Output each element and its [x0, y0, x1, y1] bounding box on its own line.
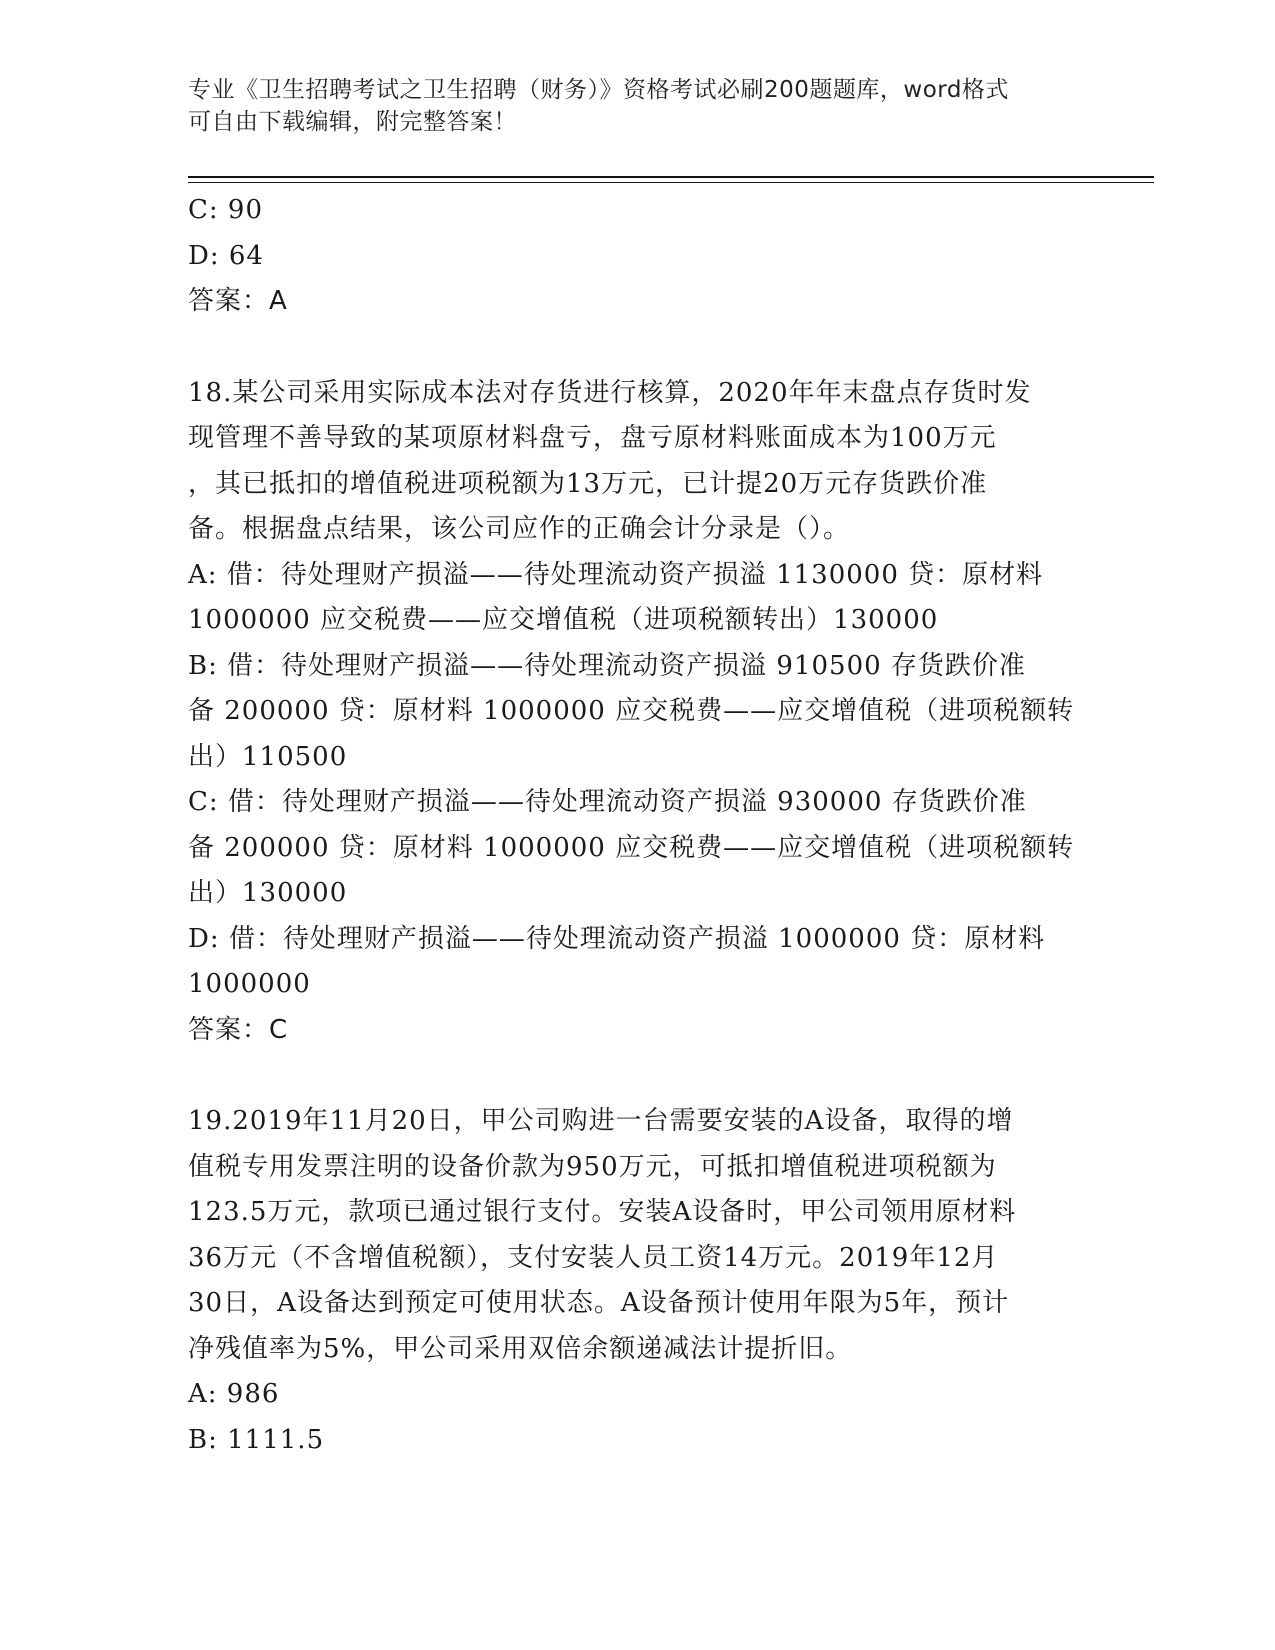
spacer — [188, 325, 1088, 371]
option-c-line: 出）130000 — [188, 878, 348, 908]
document-body — [188, 188, 1088, 1463]
option-c-line: C: 借：待处理财产损溢——待处理流动资产损溢 930000 存货跌价准 — [188, 787, 1027, 817]
option-c-line: 备 200000 贷：原材料 1000000 应交税费——应交增值税（进项税额转 — [188, 832, 1075, 863]
question-18 — [188, 371, 1088, 1054]
header-line-2: 可自由下载编辑，附完整答案！ — [188, 109, 517, 135]
question-stem-line: 36万元（不含增值税额），支付安装人员工资14万元。2019年12月 — [188, 1242, 999, 1273]
option-a-line: A: 借：待处理财产损溢——待处理流动资产损溢 1130000 贷：原材料 — [188, 559, 1044, 590]
header-rule-thick — [188, 176, 1154, 178]
option-c: C: 90 — [188, 195, 264, 225]
question-stem-line: 30日，A设备达到预定可使用状态。A设备预计使用年限为5年，预计 — [188, 1288, 1010, 1318]
spacer — [188, 1053, 1088, 1099]
option-d-line: D: 借：待处理财产损溢——待处理流动资产损溢 1000000 贷：原材料 — [188, 923, 1046, 954]
question-19 — [188, 1099, 1088, 1463]
option-b-line: 出）110500 — [188, 741, 348, 772]
question-stem-line: 18.某公司采用实际成本法对存货进行核算，2020年年末盘点存货时发 — [188, 377, 1032, 408]
document-header — [188, 74, 1068, 138]
option-b-line: 备 200000 贷：原材料 1000000 应交税费——应交增值税（进项税额转 — [188, 696, 1075, 726]
question-stem-line: 现管理不善导致的某项原材料盘亏，盘亏原材料账面成本为100万元 — [188, 423, 997, 453]
option-b: B: 1111.5 — [188, 1424, 325, 1455]
question-stem-line: ，其已抵扣的增值税进项税额为13万元，已计提20万元存货跌价准 — [188, 468, 988, 499]
question-17-tail — [188, 188, 1088, 325]
option-b-line: B: 借：待处理财产损溢——待处理流动资产损溢 910500 存货跌价准 — [188, 650, 1026, 681]
question-stem-line: 19.2019年11月20日，甲公司购进一台需要安装的A设备，取得的增 — [188, 1106, 1014, 1136]
option-a-line: 1000000 应交税费——应交增值税（进项税额转出）130000 — [188, 605, 939, 635]
question-stem-line: 净残值率为5%，甲公司采用双倍余额递减法计提折旧。 — [188, 1333, 853, 1364]
option-d-line: 1000000 — [188, 969, 311, 999]
header-rule-thin — [188, 182, 1154, 183]
option-d: D: 64 — [188, 240, 264, 271]
question-stem-line: 值税专用发票注明的设备价款为950万元，可抵扣增值税进项税额为 — [188, 1151, 997, 1182]
header-line-1: 专业《卫生招聘考试之卫生招聘（财务）》资格考试必刷200题题库，word格式 — [188, 77, 1009, 103]
answer-line: 答案：A — [188, 286, 288, 316]
question-stem-line: 123.5万元，款项已通过银行支付。安装A设备时，甲公司领用原材料 — [188, 1197, 1017, 1227]
option-a: A: 986 — [188, 1379, 280, 1409]
answer-line: 答案：C — [188, 1014, 289, 1045]
question-stem-line: 备。根据盘点结果，该公司应作的正确会计分录是（）。 — [188, 514, 851, 544]
